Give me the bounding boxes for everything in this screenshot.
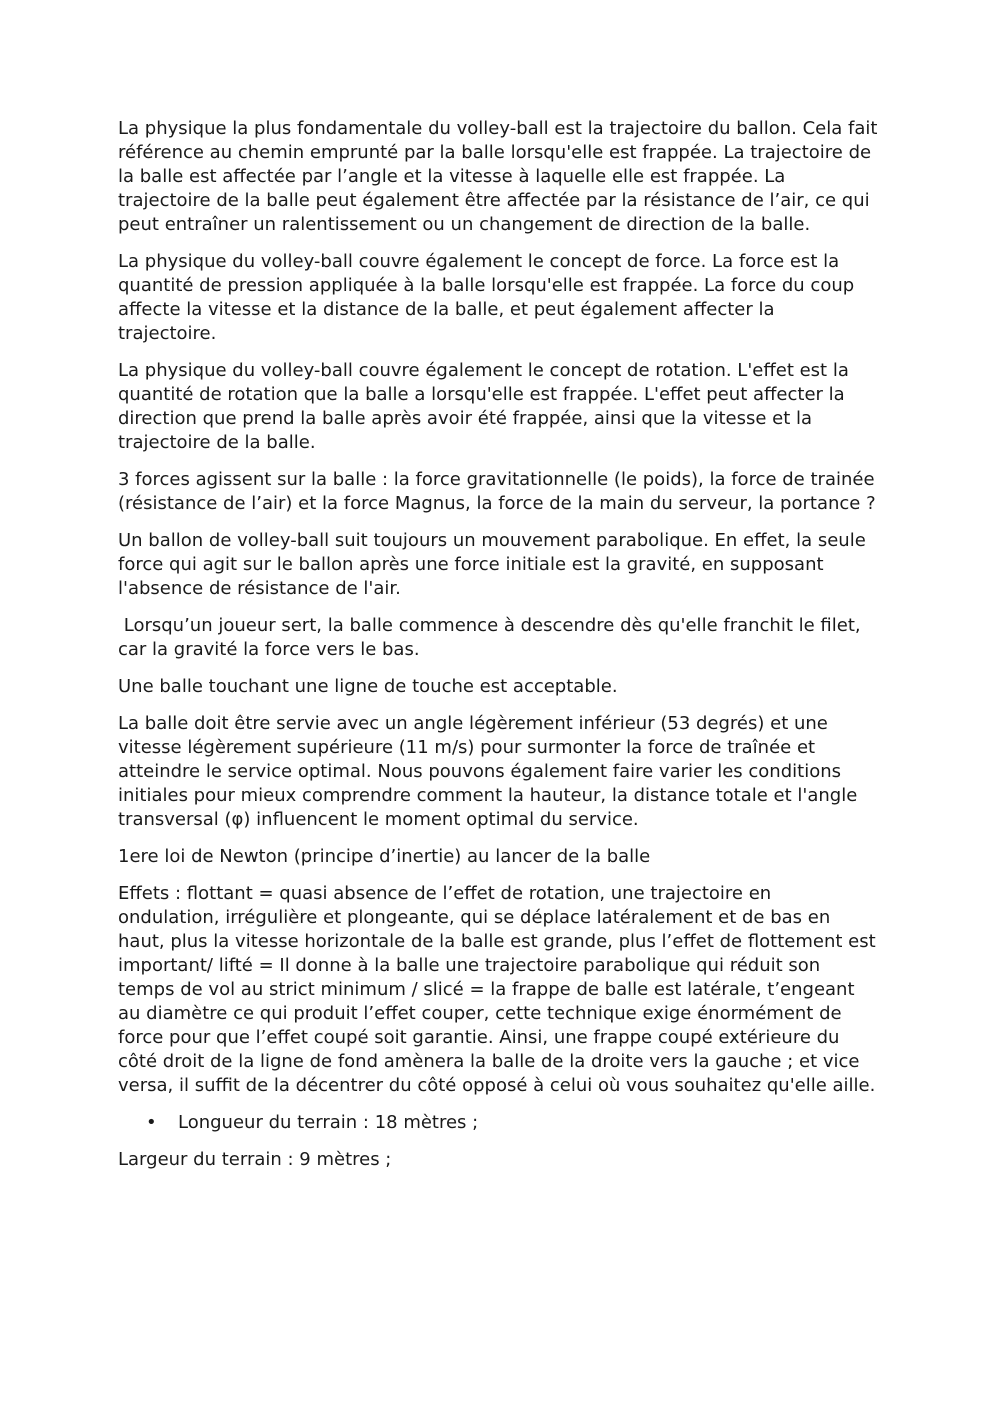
paragraph-court-width: Largeur du terrain : 9 mètres ; <box>118 1149 392 1170</box>
paragraph-effects: Effets : flottant = quasi absence de l’effet de rotation, une trajectoire en ondulation, irrégulière et plongeante, qui se déplace latéralement et de bas en haut, plus la vitesse horizontale de la balle est grande, plus l’effet de flottement est important/ lifté = Il donne à la balle une trajectoire parabolique qui réduit son temps de vol au strict minimum / slicé = la frappe de balle est latérale, t’engeant au diamètre ce qui produit l’effet couper, cette technique exige énormément de force pour que l’effet coupé soit garantie. Ainsi, une frappe coupé extérieure du côté droit de la ligne de fond amènera la balle de la droite vers la gauche ; et vice versa, il suffit de la décentrer du côté opposé à celui où vous souhaitez qu'elle aille. <box>118 883 882 1096</box>
paragraph-force: La physique du volley-ball couvre également le concept de force. La force est la quantité de pression appliquée à la balle lorsqu'elle est frappée. La force du coup affecte la vitesse et la distance de la balle, et peut également affecter la trajectoire. <box>118 251 860 344</box>
paragraph-three-forces: 3 forces agissent sur la balle : la force gravitationnelle (le poids), la force de trainée (résistance de l’air) et la force Magnus, la force de la main du serveur, la portance ? <box>118 469 881 514</box>
paragraph-optimal-serve: La balle doit être servie avec un angle légèrement inférieur (53 degrés) et une vitesse légèrement supérieure (11 m/s) pour surmonter la force de traînée et atteindre le service optimal. Nous pouvons également faire varier les conditions initiales pour mieux comprendre comment la hauteur, la distance totale et l'angle transversal (φ) influencent le moment optimal du service. <box>118 713 864 830</box>
list-item <box>118 1111 878 1135</box>
bullet-icon: • <box>146 1112 157 1133</box>
document-page <box>118 117 884 1185</box>
paragraph-trajectory: La physique la plus fondamentale du volley-ball est la trajectoire du ballon. Cela fait référence au chemin emprunté par la balle lorsqu'elle est frappée. La trajectoire de la balle est affectée par l’angle et la vitesse à laquelle elle est frappée. La trajectoire de la balle peut également être affectée par la résistance de l’air, ce qui peut entraîner un ralentissement ou un changement de direction de la balle. <box>118 118 884 235</box>
paragraph-serve: Lorsqu’un joueur sert, la balle commence à descendre dès qu'elle franchit le filet, car la gravité la force vers le bas. <box>118 615 867 660</box>
paragraph-rotation: La physique du volley-ball couvre également le concept de rotation. L'effet est la quantité de rotation que la balle a lorsqu'elle est frappée. L'effet peut affecter la direction que prend la balle après avoir été frappée, ainsi que la vitesse et la trajectoire de la balle. <box>118 360 855 453</box>
list-item-text: Longueur du terrain : 18 mètres ; <box>178 1112 479 1133</box>
paragraph-parabolic-motion: Un ballon de volley-ball suit toujours un mouvement parabolique. En effet, la seule force qui agit sur le ballon après une force initiale est la gravité, en supposant l'absence de résistance de l'air. <box>118 530 872 599</box>
paragraph-sideline: Une balle touchant une ligne de touche est acceptable. <box>118 676 618 697</box>
paragraph-newton: 1ere loi de Newton (principe d’inertie) au lancer de la balle <box>118 846 651 867</box>
